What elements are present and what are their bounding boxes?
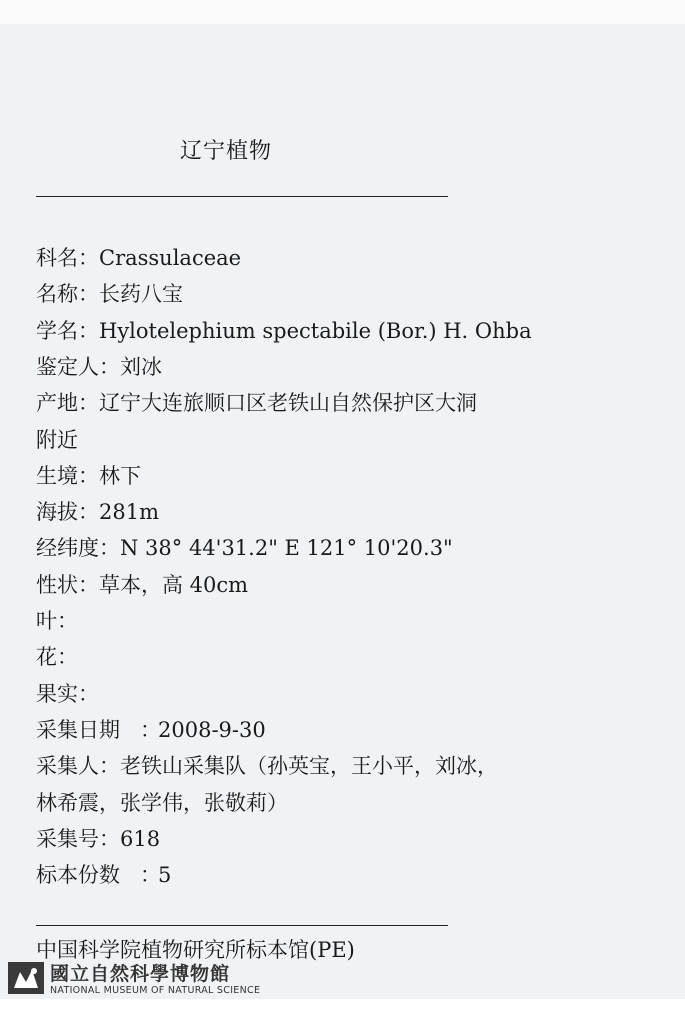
field-key-char: 叶 bbox=[36, 609, 57, 633]
field-value: 老铁山采集队（孙英宝，王小平，刘冰， bbox=[120, 754, 498, 779]
field-row bbox=[36, 676, 99, 712]
field-colon: ： bbox=[57, 609, 78, 633]
field-key bbox=[36, 530, 120, 566]
field-row bbox=[36, 240, 241, 276]
field-key-char: 产 bbox=[36, 391, 57, 416]
field-key bbox=[36, 567, 99, 603]
field-key-char: 名 bbox=[36, 282, 57, 307]
institution-name: 中国科学院植物研究所标本馆(PE) bbox=[36, 938, 355, 962]
field-key-char: 名 bbox=[57, 318, 78, 343]
field-value: 林下 bbox=[99, 463, 141, 488]
field-key-char: 学 bbox=[36, 318, 57, 343]
field-key-char: 实 bbox=[57, 681, 78, 706]
field-key bbox=[36, 748, 120, 784]
collector-continuation: 林希震，张学伟，张敬莉） bbox=[36, 790, 288, 815]
field-key-char: 采 bbox=[36, 826, 57, 851]
field-value: Crassulaceae bbox=[99, 246, 242, 270]
field-key-text: 采集日期 bbox=[36, 717, 120, 742]
field-row bbox=[36, 276, 183, 312]
field-colon: ： bbox=[78, 500, 99, 525]
field-key bbox=[36, 385, 99, 421]
field-key-char: 鉴 bbox=[36, 354, 57, 379]
field-key-char: 境 bbox=[57, 463, 78, 488]
field-row bbox=[36, 530, 453, 566]
field-row bbox=[36, 748, 498, 784]
field-key-char: 花 bbox=[36, 645, 57, 670]
field-key-char: 拔 bbox=[57, 500, 78, 525]
field-value: 618 bbox=[120, 826, 161, 851]
field-key-char: 性 bbox=[36, 572, 57, 597]
field-value: 草本，高 40cm bbox=[99, 572, 249, 597]
field-row bbox=[36, 567, 248, 603]
scan-bottom-margin bbox=[0, 999, 685, 1024]
field-key bbox=[36, 349, 120, 385]
field-key-char: 称 bbox=[57, 282, 78, 307]
field-key-char: 号 bbox=[78, 826, 99, 851]
field-value: 281m bbox=[99, 500, 159, 525]
field-row bbox=[36, 494, 159, 530]
field-value: 长药八宝 bbox=[99, 282, 183, 307]
field-key bbox=[36, 712, 161, 748]
field-row bbox=[36, 313, 532, 349]
field-row bbox=[36, 821, 160, 857]
field-key-char: 纬 bbox=[57, 536, 78, 561]
field-row bbox=[36, 385, 477, 421]
field-colon: ： bbox=[140, 863, 161, 888]
footer-divider bbox=[36, 925, 448, 926]
field-value: 刘冰 bbox=[120, 354, 162, 379]
scan-top-margin bbox=[0, 0, 685, 24]
field-value: N 38° 44'31.2" E 121° 10'20.3" bbox=[120, 536, 453, 561]
field-value: Hylotelephium spectabile (Bor.) H. Ohba bbox=[99, 318, 532, 343]
field-key-char: 生 bbox=[36, 463, 57, 488]
field-colon: ： bbox=[99, 354, 120, 379]
field-key bbox=[36, 494, 99, 530]
field-colon: ： bbox=[57, 645, 78, 670]
field-key-char: 集 bbox=[57, 826, 78, 851]
field-key-char: 人 bbox=[78, 754, 99, 779]
field-key bbox=[36, 857, 161, 893]
field-key-char: 人 bbox=[78, 354, 99, 379]
field-key-char: 状 bbox=[57, 572, 78, 597]
field-key-char: 集 bbox=[57, 754, 78, 779]
field-colon: ： bbox=[78, 246, 99, 270]
field-key bbox=[36, 240, 99, 276]
locality-continuation: 附近 bbox=[36, 427, 78, 452]
field-colon: ： bbox=[99, 536, 120, 561]
field-row bbox=[36, 712, 266, 748]
field-key-char: 地 bbox=[57, 391, 78, 416]
field-row bbox=[36, 857, 171, 893]
field-key-char: 名 bbox=[57, 246, 78, 270]
field-colon: ： bbox=[78, 282, 99, 307]
label-title: 辽宁植物 bbox=[180, 139, 273, 164]
field-key bbox=[36, 676, 99, 712]
field-key-text: 标本份数 bbox=[36, 863, 120, 888]
field-key bbox=[36, 313, 99, 349]
field-key-char: 经 bbox=[36, 536, 57, 561]
field-colon: ： bbox=[78, 318, 99, 343]
field-value: 辽宁大连旅顺口区老铁山自然保护区大洞 bbox=[99, 391, 477, 416]
field-row bbox=[36, 349, 162, 385]
museum-logo-icon bbox=[8, 962, 44, 994]
field-key bbox=[36, 639, 78, 675]
field-colon: ： bbox=[78, 391, 99, 416]
field-row bbox=[36, 603, 78, 639]
field-key-char: 采 bbox=[36, 754, 57, 779]
museum-name-english: NATIONAL MUSEUM OF NATURAL SCIENCE bbox=[50, 985, 261, 996]
field-key-char: 海 bbox=[36, 500, 57, 525]
field-value: 5 bbox=[158, 863, 172, 888]
museum-name-chinese: 國立自然科學博物館 bbox=[50, 963, 231, 985]
field-key bbox=[36, 458, 99, 494]
field-colon: ： bbox=[78, 463, 99, 488]
field-colon: ： bbox=[78, 681, 99, 706]
field-key-char: 果 bbox=[36, 681, 57, 706]
field-row bbox=[36, 639, 78, 675]
field-key bbox=[36, 603, 78, 639]
field-row bbox=[36, 458, 141, 494]
field-colon: ： bbox=[99, 826, 120, 851]
field-colon: ： bbox=[78, 572, 99, 597]
field-colon: ： bbox=[140, 717, 161, 742]
field-key bbox=[36, 821, 120, 857]
field-key-char: 科 bbox=[36, 246, 57, 270]
field-value: 2008-9-30 bbox=[158, 717, 266, 742]
field-key-char: 定 bbox=[57, 354, 78, 379]
title-divider bbox=[36, 196, 448, 197]
field-colon: ： bbox=[99, 754, 120, 779]
field-key-char: 度 bbox=[78, 536, 99, 561]
field-key bbox=[36, 276, 99, 312]
